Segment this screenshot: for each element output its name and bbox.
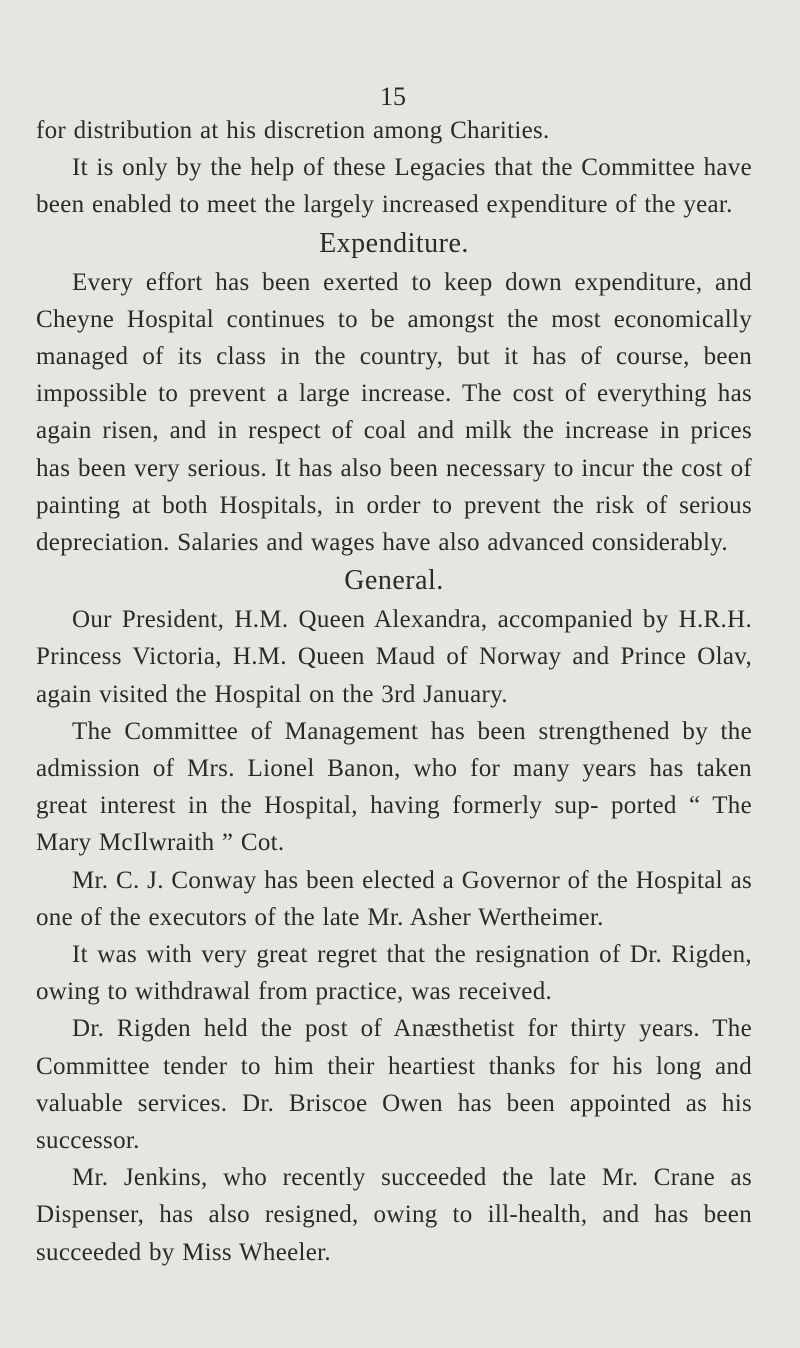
paragraph-resignation: It was with very great regret that the resignation of Dr. Rigden, owing to withdrawal from practice, was received. (36, 941, 752, 1006)
heading-general: General. (344, 565, 444, 597)
paragraph-legacies: It is only by the help of these Legacies that the Committee have been enabled to meet the largely increased expenditure of the year. (36, 154, 752, 219)
page-number: 15 (380, 82, 406, 111)
paragraph-continuation: for distribution at his discretion among Charities. (36, 117, 550, 144)
paragraph-dispenser: Mr. Jenkins, who recently succeeded the late Mr. Crane as Dispenser, has also resigned, owing to ill-health, and has been succeeded by Miss Wheeler. (36, 1164, 752, 1266)
paragraph-expenditure: Every effort has been exerted to keep down expenditure, and Cheyne Hospital continues to be amongst the most economically managed of its class in the country, but it has of course, been impossible to prevent a large increase. The cost of everything has again risen, and in respect of coal and milk the increase in prices has been very serious. It has also been necessary to incur the cost of painting at both Hospitals, in order to prevent the risk of serious depreciation. Salaries and wages have also advanced considerably. (36, 268, 752, 557)
paragraph-committee: The Committee of Management has been strengthened by the admission of Mrs. Lionel Banon, who for many years has taken great interest in the Hospital, having formerly sup- ported “ The Mary McIlwraith ” Cot. (36, 717, 752, 857)
body-text (36, 112, 752, 1271)
heading-expenditure: Expenditure. (319, 227, 469, 259)
paragraph-governor: Mr. C. J. Conway has been elected a Governor of the Hospital as one of the executors of the late Mr. Asher Wertheimer. (36, 866, 752, 931)
paragraph-anaesthetist: Dr. Rigden held the post of Anæsthetist for thirty years. The Committee tender to him their heartiest thanks for his long and valuable services. Dr. Briscoe Owen has been appointed as his successor. (36, 1015, 752, 1155)
paragraph-royal-visit: Our President, H.M. Queen Alexandra, accompanied by H.R.H. Princess Victoria, H.M. Queen Maud of Norway and Prince Olav, again visited the Hospital on the 3rd January. (36, 606, 752, 708)
